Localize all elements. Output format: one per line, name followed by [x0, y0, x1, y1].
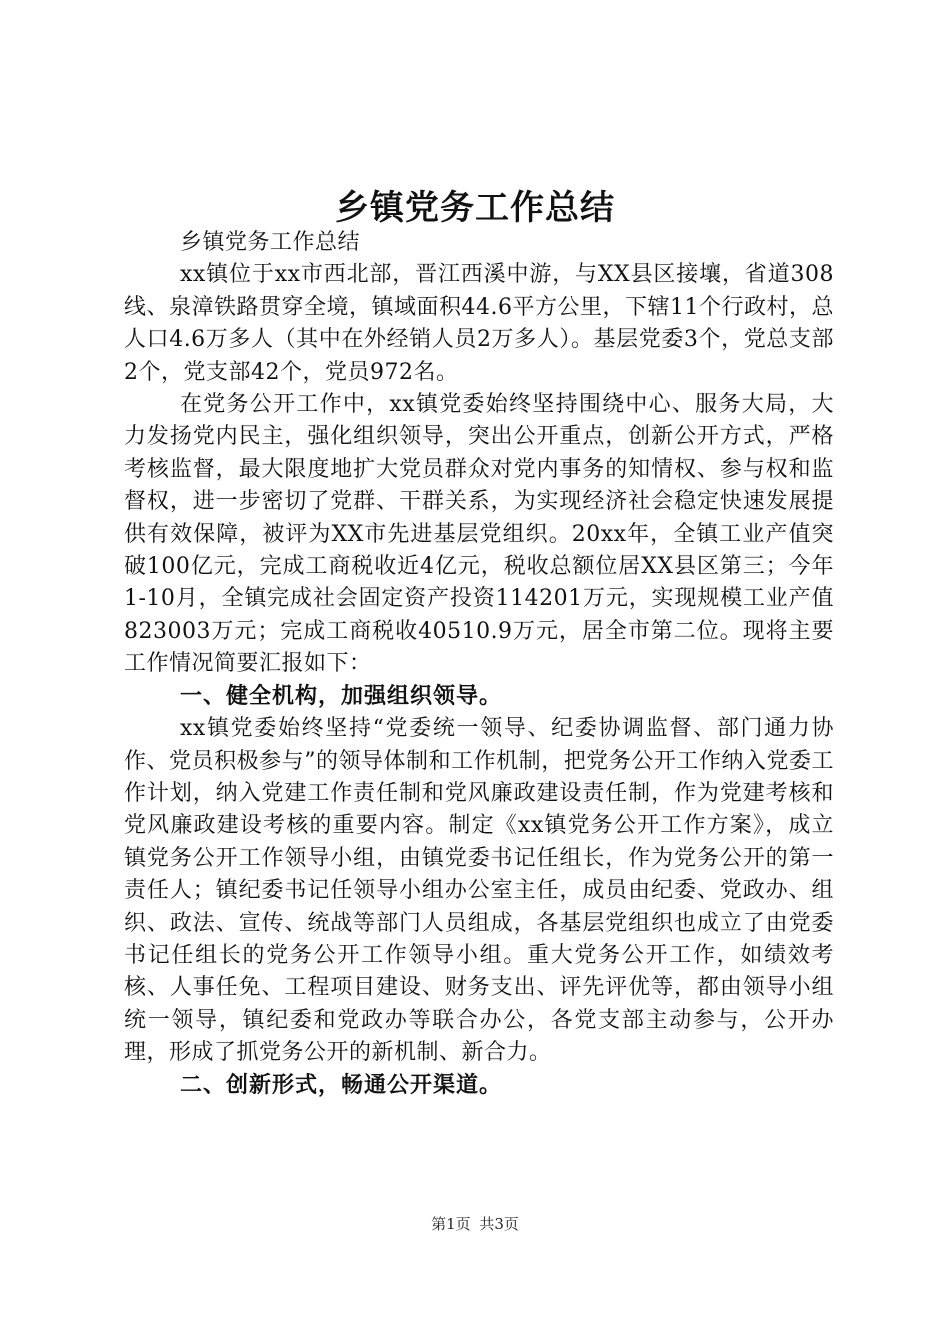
document-body [124, 227, 834, 1102]
section-heading-2: 二、创新形式，畅通公开渠道。 [180, 1072, 503, 1098]
overview-paragraph: 在党务公开工作中，xx镇党委始终坚持围绕中心、服务大局，大力发扬党内民主，强化组织领导，突出公开重点，创新公开方式，严格考核监督，最大限度地扩大党员群众对党内事务的知情权、参与权和监督权，进一步密切了党群、干群关系，为实现经济社会稳定快速发展提供有效保障，被评为XX市先进基层党组织。20xx年，全镇工业产值突破100亿元，完成工商税收近4亿元，税收总额位居XX县区第三；今年1-10月，全镇完成社会固定资产投资114201万元，实现规模工业产值823003万元；完成工商税收40510.9万元，居全市第二位。现将主要工作情况简要汇报如下： [124, 392, 834, 677]
intro-paragraph: xx镇位于xx市西北部，晋江西溪中游，与XX县区接壤，省道308线、泉漳铁路贯穿全境，镇域面积44.6平方公里，下辖11个行政村，总人口4.6万多人（其中在外经销人员2万多人）。基层党委3个，党总支部2个，党支部42个，党员972名。 [124, 262, 834, 385]
page-footer [0, 1214, 950, 1234]
page-total: 共3页 [479, 1215, 519, 1233]
section-heading-1: 一、健全机构，加强组织领导。 [180, 683, 503, 709]
subtitle-paragraph: 乡镇党务工作总结 [180, 230, 361, 255]
page-number: 第1页 [431, 1215, 471, 1233]
section-1-paragraph: xx镇党委始终坚持“党委统一领导、纪委协调监督、部门通力协作、党员积极参与”的领导体制和工作机制，把党务公开工作纳入党委工作计划，纳入党建工作责任制和党风廉政建设责任制，作为党建考核和党风廉政建设考核的重要内容。制定《xx镇党务公开工作方案》，成立镇党务公开工作领导小组，由镇党委书记任组长，作为党务公开的第一责任人；镇纪委书记任领导小组办公室主任，成员由纪委、党政办、组织、政法、宣传、统战等部门人员组成，各基层党组织也成立了由党委书记任组长的党务公开工作领导小组。重大党务公开工作，如绩效考核、人事任免、工程项目建设、财务支出、评先评优等，都由领导小组统一领导，镇纪委和党政办等联合办公，各党支部主动参与，公开办理，形成了抓党务公开的新机制、新合力。 [124, 716, 834, 1066]
document-title: 乡镇党务工作总结 [335, 188, 615, 228]
